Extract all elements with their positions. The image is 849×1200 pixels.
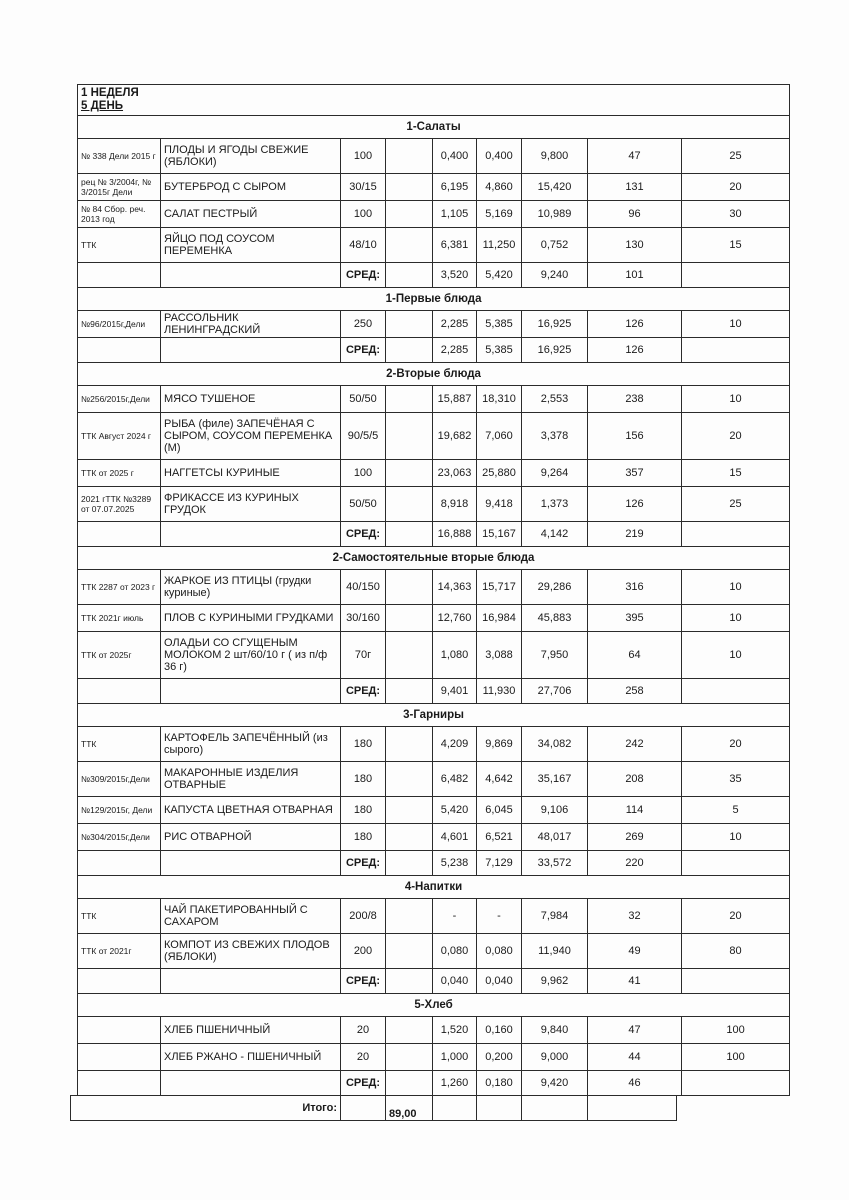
table-row	[78, 762, 790, 797]
carbs: 0,752	[522, 228, 588, 263]
table-row	[78, 824, 790, 851]
vitamin-c: 10	[682, 824, 790, 851]
total-empty-cell	[477, 1096, 522, 1121]
price	[386, 487, 433, 522]
fat: 11,250	[477, 228, 522, 263]
recipe-ref	[78, 1017, 161, 1044]
price	[386, 899, 433, 934]
vitamin-c: 20	[682, 727, 790, 762]
portion: 50/50	[341, 386, 386, 413]
empty-cell	[161, 1071, 341, 1096]
recipe-ref: ТТК	[78, 899, 161, 934]
portion: 70г	[341, 632, 386, 679]
price	[386, 824, 433, 851]
kcal: 49	[588, 934, 682, 969]
kcal: 395	[588, 605, 682, 632]
portion: 250	[341, 311, 386, 338]
table-row	[78, 899, 790, 934]
recipe-ref: № 338 Дели 2015 г	[78, 139, 161, 174]
empty-cell	[386, 679, 433, 704]
vitamin-c: 25	[682, 139, 790, 174]
section-title: 1-Первые блюда	[78, 288, 790, 311]
section-title: 3-Гарниры	[78, 704, 790, 727]
empty-cell	[682, 851, 790, 876]
recipe-ref: ТТК от 2025г	[78, 632, 161, 679]
carbs: 29,286	[522, 570, 588, 605]
average-row	[78, 263, 790, 288]
average-label: СРЕД:	[341, 522, 386, 547]
avg-kcal: 258	[588, 679, 682, 704]
table-row	[78, 413, 790, 460]
recipe-ref	[78, 1044, 161, 1071]
avg-carbs: 9,420	[522, 1071, 588, 1096]
protein: 6,381	[433, 228, 477, 263]
avg-fat: 15,167	[477, 522, 522, 547]
table-row	[78, 1017, 790, 1044]
kcal: 316	[588, 570, 682, 605]
price	[386, 934, 433, 969]
section-title: 4-Напитки	[78, 876, 790, 899]
fat: 9,418	[477, 487, 522, 522]
protein: 6,195	[433, 174, 477, 201]
carbs: 45,883	[522, 605, 588, 632]
section-title: 1-Салаты	[78, 116, 790, 139]
average-row	[78, 522, 790, 547]
portion: 100	[341, 139, 386, 174]
dish-name: ХЛЕБ ПШЕНИЧНЫЙ	[161, 1017, 341, 1044]
empty-cell	[386, 969, 433, 994]
empty-cell	[161, 263, 341, 288]
total-empty-cell	[341, 1096, 386, 1121]
carbs: 34,082	[522, 727, 588, 762]
kcal: 131	[588, 174, 682, 201]
average-label: СРЕД:	[341, 679, 386, 704]
portion: 100	[341, 460, 386, 487]
avg-protein: 16,888	[433, 522, 477, 547]
kcal: 269	[588, 824, 682, 851]
total-empty-cell	[433, 1096, 477, 1121]
carbs: 15,420	[522, 174, 588, 201]
carbs: 9,840	[522, 1017, 588, 1044]
dish-name: ПЛОВ С КУРИНЫМИ ГРУДКАМИ	[161, 605, 341, 632]
dish-name: НАГГЕТСЫ КУРИНЫЕ	[161, 460, 341, 487]
protein: 1,105	[433, 201, 477, 228]
price	[386, 460, 433, 487]
avg-kcal: 219	[588, 522, 682, 547]
vitamin-c: 30	[682, 201, 790, 228]
protein: 12,760	[433, 605, 477, 632]
fat: 6,045	[477, 797, 522, 824]
section-title: 2-Самостоятельные вторые блюда	[78, 547, 790, 570]
empty-cell	[161, 338, 341, 363]
kcal: 114	[588, 797, 682, 824]
table-row	[78, 139, 790, 174]
fat: 3,088	[477, 632, 522, 679]
dish-name: ФРИКАССЕ ИЗ КУРИНЫХ ГРУДОК	[161, 487, 341, 522]
recipe-ref: рец № 3/2004г, № 3/2015г Дели	[78, 174, 161, 201]
table-row	[78, 201, 790, 228]
avg-kcal: 101	[588, 263, 682, 288]
recipe-ref: №256/2015г,Дели	[78, 386, 161, 413]
kcal: 47	[588, 1017, 682, 1044]
fat: 0,080	[477, 934, 522, 969]
avg-fat: 5,385	[477, 338, 522, 363]
menu-table	[77, 84, 790, 1096]
vitamin-c: 100	[682, 1017, 790, 1044]
avg-protein: 0,040	[433, 969, 477, 994]
portion: 20	[341, 1044, 386, 1071]
carbs: 7,950	[522, 632, 588, 679]
avg-protein: 3,520	[433, 263, 477, 288]
vitamin-c: 10	[682, 386, 790, 413]
vitamin-c: 10	[682, 570, 790, 605]
empty-cell	[161, 969, 341, 994]
dish-name: САЛАТ ПЕСТРЫЙ	[161, 201, 341, 228]
protein: 4,209	[433, 727, 477, 762]
protein: 2,285	[433, 311, 477, 338]
portion: 200/8	[341, 899, 386, 934]
protein: 1,080	[433, 632, 477, 679]
empty-cell	[386, 338, 433, 363]
portion: 30/160	[341, 605, 386, 632]
price	[386, 762, 433, 797]
empty-cell	[682, 969, 790, 994]
table-row	[78, 386, 790, 413]
dish-name: РИС ОТВАРНОЙ	[161, 824, 341, 851]
empty-cell	[161, 679, 341, 704]
vitamin-c: 100	[682, 1044, 790, 1071]
carbs: 35,167	[522, 762, 588, 797]
portion: 48/10	[341, 228, 386, 263]
kcal: 64	[588, 632, 682, 679]
carbs: 7,984	[522, 899, 588, 934]
avg-carbs: 9,962	[522, 969, 588, 994]
recipe-ref: № 84 Сбор. реч. 2013 год	[78, 201, 161, 228]
empty-cell	[161, 851, 341, 876]
recipe-ref: №309/2015г,Дели	[78, 762, 161, 797]
vitamin-c: 10	[682, 632, 790, 679]
carbs: 9,106	[522, 797, 588, 824]
average-row	[78, 969, 790, 994]
protein: 5,420	[433, 797, 477, 824]
fat: 0,400	[477, 139, 522, 174]
fat: -	[477, 899, 522, 934]
section-title: 2-Вторые блюда	[78, 363, 790, 386]
recipe-ref: №96/2015г,Дели	[78, 311, 161, 338]
avg-fat: 7,129	[477, 851, 522, 876]
kcal: 238	[588, 386, 682, 413]
avg-kcal: 126	[588, 338, 682, 363]
dish-name: БУТЕРБРОД С СЫРОМ	[161, 174, 341, 201]
price	[386, 386, 433, 413]
recipe-ref: №304/2015г,Дели	[78, 824, 161, 851]
empty-cell	[161, 522, 341, 547]
carbs: 11,940	[522, 934, 588, 969]
protein: 4,601	[433, 824, 477, 851]
table-row	[78, 727, 790, 762]
avg-protein: 5,238	[433, 851, 477, 876]
kcal: 44	[588, 1044, 682, 1071]
total-empty-cell	[522, 1096, 588, 1121]
fat: 4,642	[477, 762, 522, 797]
protein: 1,000	[433, 1044, 477, 1071]
carbs: 9,264	[522, 460, 588, 487]
recipe-ref: ТТК	[78, 228, 161, 263]
table-row	[78, 605, 790, 632]
section-title: 5-Хлеб	[78, 994, 790, 1017]
price	[386, 1044, 433, 1071]
dish-name: КАПУСТА ЦВЕТНАЯ ОТВАРНАЯ	[161, 797, 341, 824]
kcal: 96	[588, 201, 682, 228]
week-label: 1 НЕДЕЛЯ	[81, 87, 139, 99]
fat: 25,880	[477, 460, 522, 487]
empty-cell	[386, 263, 433, 288]
avg-kcal: 41	[588, 969, 682, 994]
fat: 18,310	[477, 386, 522, 413]
avg-fat: 11,930	[477, 679, 522, 704]
protein: 23,063	[433, 460, 477, 487]
average-label: СРЕД:	[341, 338, 386, 363]
price	[386, 797, 433, 824]
price	[386, 632, 433, 679]
empty-cell	[386, 851, 433, 876]
avg-carbs: 16,925	[522, 338, 588, 363]
empty-cell	[78, 338, 161, 363]
empty-cell	[682, 1071, 790, 1096]
table-row	[78, 570, 790, 605]
portion: 180	[341, 797, 386, 824]
total-empty-cell	[588, 1096, 677, 1121]
average-label: СРЕД:	[341, 851, 386, 876]
average-row	[78, 1071, 790, 1096]
price	[386, 201, 433, 228]
table-row	[78, 311, 790, 338]
price	[386, 174, 433, 201]
average-row	[78, 679, 790, 704]
recipe-ref: ТТК 2021г июль	[78, 605, 161, 632]
dish-name: РАССОЛЬНИК ЛЕНИНГРАДСКИЙ	[161, 311, 341, 338]
portion: 180	[341, 727, 386, 762]
kcal: 156	[588, 413, 682, 460]
average-label: СРЕД:	[341, 1071, 386, 1096]
carbs: 1,373	[522, 487, 588, 522]
fat: 0,200	[477, 1044, 522, 1071]
vitamin-c: 10	[682, 311, 790, 338]
empty-cell	[682, 679, 790, 704]
table-row	[78, 934, 790, 969]
total-row	[70, 1095, 677, 1121]
menu-header	[78, 85, 790, 116]
empty-cell	[386, 522, 433, 547]
fat: 5,385	[477, 311, 522, 338]
dish-name: ХЛЕБ РЖАНО - ПШЕНИЧНЫЙ	[161, 1044, 341, 1071]
table-row	[78, 460, 790, 487]
empty-cell	[78, 851, 161, 876]
vitamin-c: 25	[682, 487, 790, 522]
protein: 0,400	[433, 139, 477, 174]
table-row	[78, 174, 790, 201]
avg-carbs: 33,572	[522, 851, 588, 876]
fat: 16,984	[477, 605, 522, 632]
portion: 200	[341, 934, 386, 969]
vitamin-c: 20	[682, 413, 790, 460]
fat: 6,521	[477, 824, 522, 851]
recipe-ref: №129/2015г, Дели	[78, 797, 161, 824]
dish-name: ЧАЙ ПАКЕТИРОВАННЫЙ С САХАРОМ	[161, 899, 341, 934]
carbs: 48,017	[522, 824, 588, 851]
table-row	[78, 1044, 790, 1071]
dish-name: МАКАРОННЫЕ ИЗДЕЛИЯ ОТВАРНЫЕ	[161, 762, 341, 797]
carbs: 9,000	[522, 1044, 588, 1071]
avg-carbs: 4,142	[522, 522, 588, 547]
protein: 1,520	[433, 1017, 477, 1044]
avg-protein: 1,260	[433, 1071, 477, 1096]
portion: 180	[341, 824, 386, 851]
average-label: СРЕД:	[341, 263, 386, 288]
protein: 8,918	[433, 487, 477, 522]
table-row	[78, 228, 790, 263]
portion: 100	[341, 201, 386, 228]
kcal: 357	[588, 460, 682, 487]
dish-name: ЯЙЦО ПОД СОУСОМ ПЕРЕМЕНКА	[161, 228, 341, 263]
kcal: 208	[588, 762, 682, 797]
day-label: 5 ДЕНЬ	[81, 100, 124, 112]
kcal: 242	[588, 727, 682, 762]
vitamin-c: 10	[682, 605, 790, 632]
kcal: 32	[588, 899, 682, 934]
empty-cell	[78, 522, 161, 547]
recipe-ref: ТТК от 2025 г	[78, 460, 161, 487]
total-value: 89,00	[386, 1096, 433, 1121]
recipe-ref: ТТК 2287 от 2023 г	[78, 570, 161, 605]
protein: 6,482	[433, 762, 477, 797]
kcal: 47	[588, 139, 682, 174]
empty-cell	[682, 338, 790, 363]
portion: 90/5/5	[341, 413, 386, 460]
dish-name: ОЛАДЬИ СО СГУЩЕНЫМ МОЛОКОМ 2 шт/60/10 г ( из п/ф 36 г)	[161, 632, 341, 679]
protein: 15,887	[433, 386, 477, 413]
vitamin-c: 20	[682, 899, 790, 934]
price	[386, 1017, 433, 1044]
price	[386, 139, 433, 174]
recipe-ref: ТТК от 2021г	[78, 934, 161, 969]
empty-cell	[78, 1071, 161, 1096]
price	[386, 727, 433, 762]
portion: 180	[341, 762, 386, 797]
average-row	[78, 851, 790, 876]
avg-carbs: 27,706	[522, 679, 588, 704]
avg-fat: 5,420	[477, 263, 522, 288]
vitamin-c: 15	[682, 228, 790, 263]
avg-fat: 0,040	[477, 969, 522, 994]
fat: 7,060	[477, 413, 522, 460]
avg-protein: 2,285	[433, 338, 477, 363]
average-label: СРЕД:	[341, 969, 386, 994]
empty-cell	[682, 263, 790, 288]
dish-name: КОМПОТ ИЗ СВЕЖИХ ПЛОДОВ (ЯБЛОКИ)	[161, 934, 341, 969]
dish-name: ПЛОДЫ И ЯГОДЫ СВЕЖИЕ (ЯБЛОКИ)	[161, 139, 341, 174]
table-row	[78, 487, 790, 522]
portion: 30/15	[341, 174, 386, 201]
table-row	[78, 797, 790, 824]
vitamin-c: 20	[682, 174, 790, 201]
kcal: 130	[588, 228, 682, 263]
carbs: 9,800	[522, 139, 588, 174]
price	[386, 605, 433, 632]
dish-name: РЫБА (филе) ЗАПЕЧЁНАЯ С СЫРОМ, СОУСОМ ПЕРЕМЕНКА (М)	[161, 413, 341, 460]
price	[386, 228, 433, 263]
avg-protein: 9,401	[433, 679, 477, 704]
recipe-ref: ТТК	[78, 727, 161, 762]
avg-carbs: 9,240	[522, 263, 588, 288]
average-row	[78, 338, 790, 363]
vitamin-c: 15	[682, 460, 790, 487]
price	[386, 413, 433, 460]
carbs: 16,925	[522, 311, 588, 338]
price	[386, 311, 433, 338]
total-label: Итого:	[71, 1096, 341, 1121]
avg-kcal: 220	[588, 851, 682, 876]
protein: 0,080	[433, 934, 477, 969]
protein: 19,682	[433, 413, 477, 460]
protein: -	[433, 899, 477, 934]
empty-cell	[78, 969, 161, 994]
dish-name: МЯСО ТУШЕНОЕ	[161, 386, 341, 413]
portion: 20	[341, 1017, 386, 1044]
vitamin-c: 5	[682, 797, 790, 824]
kcal: 126	[588, 487, 682, 522]
kcal: 126	[588, 311, 682, 338]
table-row	[78, 632, 790, 679]
fat: 15,717	[477, 570, 522, 605]
carbs: 3,378	[522, 413, 588, 460]
recipe-ref: 2021 гТТК №3289 от 07.07.2025	[78, 487, 161, 522]
vitamin-c: 80	[682, 934, 790, 969]
avg-kcal: 46	[588, 1071, 682, 1096]
dish-name: КАРТОФЕЛЬ ЗАПЕЧЁННЫЙ (из сырого)	[161, 727, 341, 762]
price	[386, 570, 433, 605]
portion: 40/150	[341, 570, 386, 605]
vitamin-c: 35	[682, 762, 790, 797]
empty-cell	[78, 679, 161, 704]
dish-name: ЖАРКОЕ ИЗ ПТИЦЫ (грудки куриные)	[161, 570, 341, 605]
portion: 50/50	[341, 487, 386, 522]
fat: 4,860	[477, 174, 522, 201]
empty-cell	[386, 1071, 433, 1096]
recipe-ref: ТТК Август 2024 г	[78, 413, 161, 460]
protein: 14,363	[433, 570, 477, 605]
carbs: 10,989	[522, 201, 588, 228]
fat: 5,169	[477, 201, 522, 228]
empty-cell	[682, 522, 790, 547]
fat: 0,160	[477, 1017, 522, 1044]
avg-fat: 0,180	[477, 1071, 522, 1096]
fat: 9,869	[477, 727, 522, 762]
carbs: 2,553	[522, 386, 588, 413]
empty-cell	[78, 263, 161, 288]
